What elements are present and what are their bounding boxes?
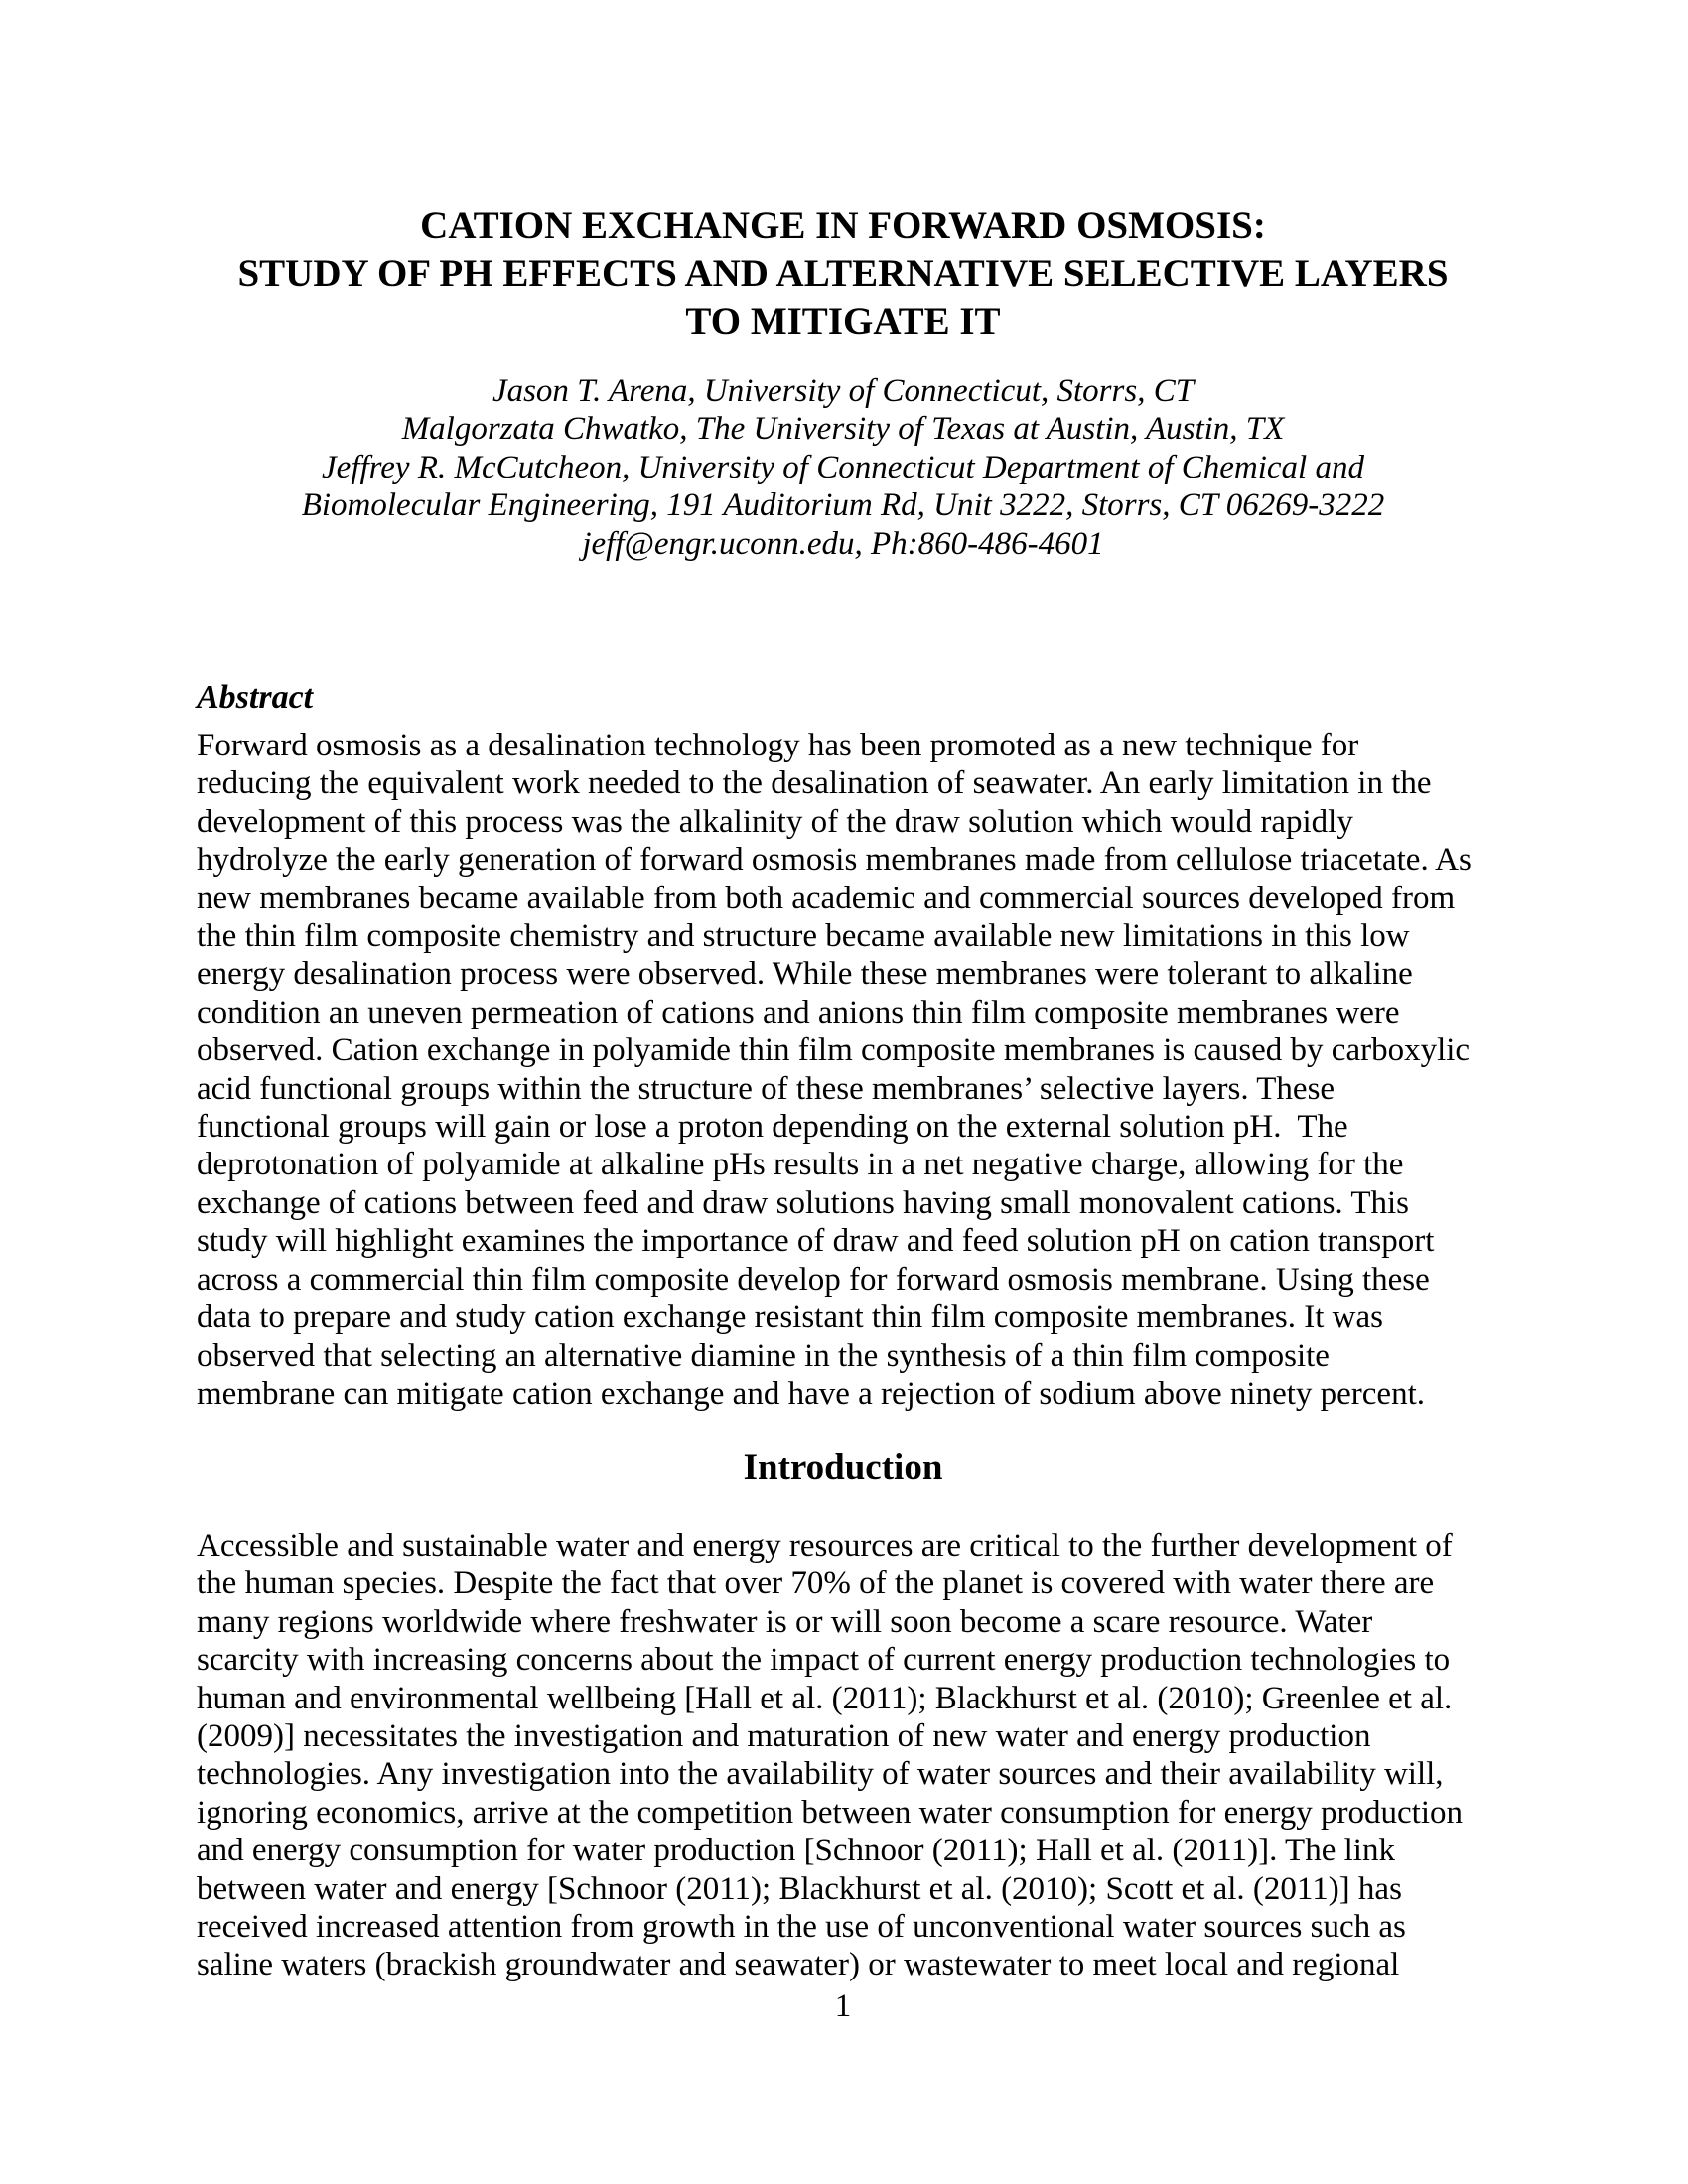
introduction-heading: Introduction [743,1447,943,1488]
text-line: jeff@engr.uconn.edu, Ph:860-486-4601 [582,525,1104,562]
abstract-heading: Abstract [197,679,314,716]
text-line: observed that selecting an alternative diamine in the synthesis of a thin film composite [197,1337,1330,1374]
text-line: between water and energy [Schnoor (2011); Blackhurst et al. (2010); Scott et al. (2011)] has [197,1870,1402,1907]
text-line: and energy consumption for water production [Schnoor (2011); Hall et al. (2011)]. The link [197,1833,1395,1869]
text-line: Biomolecular Engineering, 191 Auditorium Rd, Unit 3222, Storrs, CT 06269-3222 [301,487,1385,524]
text-line: the human species. Despite the fact that over 70% of the planet is covered with water there are [197,1566,1435,1602]
text-line: (2009)] necessitates the investigation and maturation of new water and energy production [197,1718,1371,1755]
text-line: Forward osmosis as a desalination technology has been promoted as a new technique for [197,728,1359,763]
text-line: reducing the equivalent work needed to the desalination of seawater. An early limitation in the [197,765,1432,802]
text-line: new membranes became available from both academic and commercial sources developed from [197,880,1456,916]
page-number: 1 [834,1988,852,2024]
text-line: Jason T. Arena, University of Connecticut, Storrs, CT [492,373,1195,409]
text-line: Accessible and sustainable water and energy resources are critical to the further development of [197,1528,1453,1564]
text-line: STUDY OF PH EFFECTS AND ALTERNATIVE SELECTIVE LAYERS [237,252,1449,295]
text-line: TO MITIGATE IT [685,300,1001,342]
text-line: received increased attention from growth in the use of unconventional water sources such as [197,1909,1406,1946]
authors-block [197,372,1489,563]
text-line: energy desalination process were observed. While these membranes were tolerant to alkaline [197,956,1413,993]
text-line: data to prepare and study cation exchange resistant thin film composite membranes. It was [197,1299,1383,1336]
text-line: deprotonation of polyamide at alkaline pHs results in a net negative charge, allowing for the [197,1147,1404,1183]
text-line: CATION EXCHANGE IN FORWARD OSMOSIS: [420,205,1266,247]
text-line: observed. Cation exchange in polyamide thin film composite membranes is caused by carboxylic [197,1032,1471,1069]
text-line: the thin film composite chemistry and structure became available new limitations in this low [197,918,1410,955]
text-line: Malgorzata Chwatko, The University of Texas at Austin, Austin, TX [401,411,1285,448]
text-line: Jeffrey R. McCutcheon, University of Connecticut Department of Chemical and [322,449,1364,485]
text-line: condition an uneven permeation of cations and anions thin film composite membranes were [197,994,1400,1030]
text-line: hydrolyze the early generation of forward osmosis membranes made from cellulose triacetate. As [197,842,1472,879]
text-line: human and environmental wellbeing [Hall et al. (2011); Blackhurst et al. (2010); Greenlee et al. [197,1680,1453,1716]
text-line: membrane can mitigate cation exchange and have a rejection of sodium above ninety percent. [197,1375,1425,1412]
text-line: development of this process was the alkalinity of the draw solution which would rapidly [197,803,1353,840]
text-line: scarcity with increasing concerns about the impact of current energy production technologies to [197,1642,1451,1679]
text-line: exchange of cations between feed and draw solutions having small monovalent cations. This [197,1184,1409,1221]
text-line: study will highlight examines the importance of draw and feed solution pH on cation transport [197,1223,1435,1260]
text-line: ignoring economics, arrive at the competition between water consumption for energy production [197,1794,1464,1831]
text-line: many regions worldwide where freshwater is or will soon become a scare resource. Water [197,1603,1373,1640]
text-line: acid functional groups within the structure of these membranes’ selective layers. These [197,1070,1336,1107]
introduction-paragraph [197,1527,1489,1984]
text-line: saline waters (brackish groundwater and seawater) or wastewater to meet local and regional [197,1947,1400,1983]
text-line: functional groups will gain or lose a proton depending on the external solution pH. The [197,1109,1348,1146]
text-line: across a commercial thin film composite develop for forward osmosis membrane. Using these [197,1261,1430,1297]
abstract-paragraph [197,727,1489,1413]
paper-title [197,203,1489,345]
text-line: technologies. Any investigation into the availability of water sources and their availability will, [197,1756,1444,1793]
